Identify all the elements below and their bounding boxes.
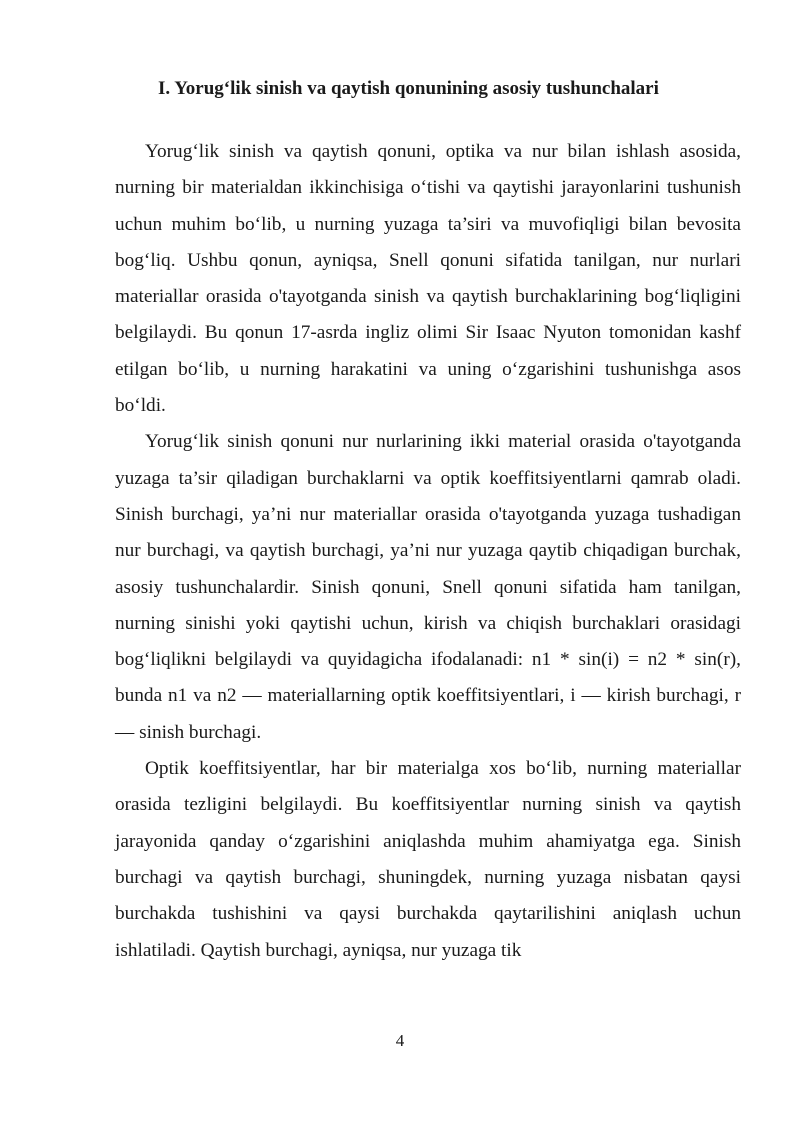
paragraph-2: Yorug‘lik sinish qonuni nur nurlarining ikki material orasida o'tayotganda yuzaga ta’sir qiladigan burchaklarni va optik koeffitsiyentlarni qamrab oladi. Sinish burchagi, ya’ni nur materiallar orasida o'tayotganda yuzaga tushadigan nur burchagi, va qaytish burchagi, ya’ni nur yuzaga qaytib chiqadigan burchak, asosiy tushunchalardir. Sinish qonuni, Snell qonuni sifatida ham tanilgan, nurning sinishi yoki qaytishi uchun, kirish va chiqish burchaklari orasidagi bog‘liqlikni belgilaydi va quyidagicha ifodalanadi: n1 * sin(i) = n2 * sin(r), bunda n1 va n2 — materiallarning optik koeffitsiyentlari, i — kirish burchagi, r — sinish burchagi. bbox=[115, 431, 741, 743]
page-number: 4 bbox=[395, 1031, 405, 1050]
paragraph-3: Optik koeffitsiyentlar, har bir materialga xos bo‘lib, nurning materiallar orasida tezligini belgilaydi. Bu koeffitsiyentlar nurning sinish va qaytish jarayonida qanday o‘zgarishini aniqlashda muhim ahamiyatga ega. Sinish burchagi va qaytish burchagi, shuningdek, nurning yuzaga nisbatan qaysi burchakda tushishini va qaysi burchakda qaytarilishini aniqlash uchun ishlatiladi. Qaytish burchagi, ayniqsa, nur yuzaga tik bbox=[115, 758, 741, 961]
section-heading: I. Yorug‘lik sinish va qaytish qonunining asosiy tushunchalari bbox=[158, 78, 659, 99]
body-text bbox=[115, 134, 741, 969]
paragraph-1: Yorug‘lik sinish va qaytish qonuni, optika va nur bilan ishlash asosida, nurning bir materialdan ikkinchisiga o‘tishi va qaytishi jarayonlarini tushunish uchun muhim bo‘lib, u nurning yuzaga ta’siri va muvofiqligi bilan bevosita bog‘liq. Ushbu qonun, ayniqsa, Snell qonuni sifatida tanilgan, nur nurlari materiallar orasida o'tayotganda sinish va qaytish burchaklarining bog‘liqligini belgilaydi. Bu qonun 17-asrda ingliz olimi Sir Isaac Nyuton tomonidan kashf etilgan bo‘lib, u nurning harakatini va uning o‘zgarishini tushunishga asos bo‘ldi. bbox=[115, 141, 741, 417]
